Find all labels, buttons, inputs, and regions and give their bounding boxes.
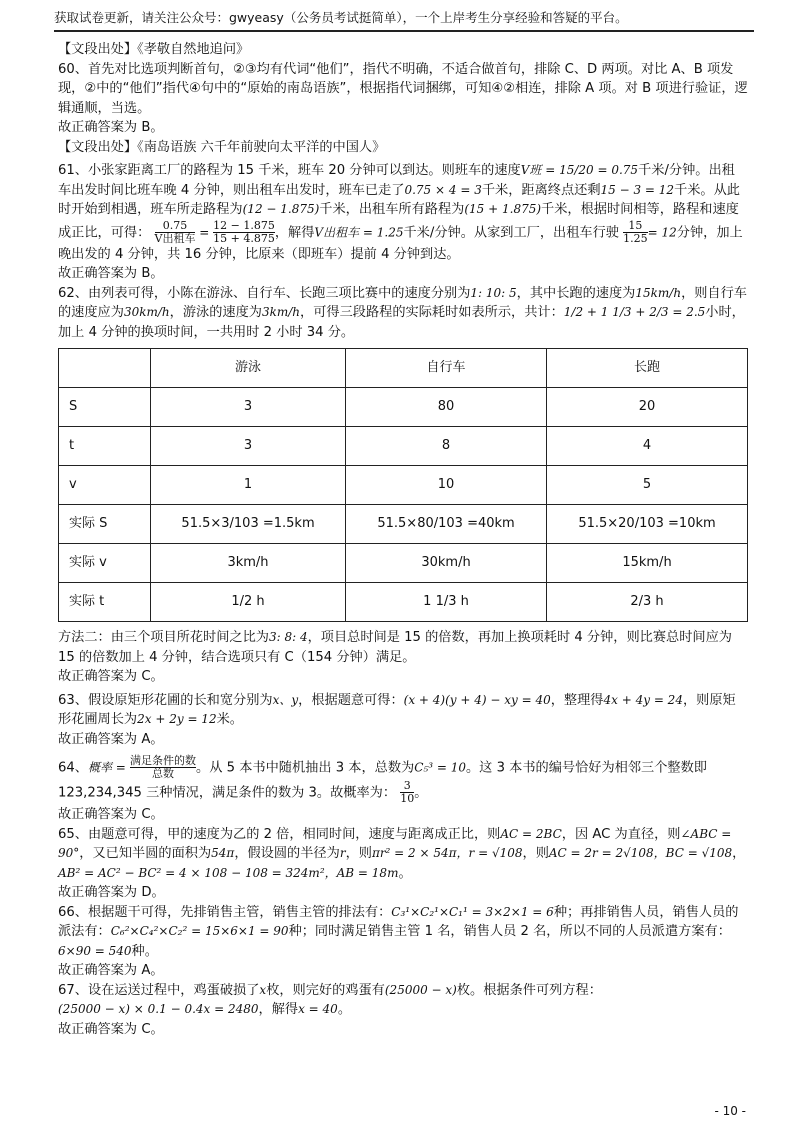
answer-62-explanation: 62、由列表可得，小陈在游泳、自行车、长跑三项比赛中的速度分别为1: 10: 5，其中长跑的速度为15km/h，则自行车的速度应为30km/h，游泳的速度为3km/h，可得三段路程的实际耗时如表所示，共计：1/2 + 1 1/3 + 2/3 = 2.5小时，加上 4 分钟的换项时间，一共用时 2 小时 34 分。 — [58, 285, 747, 340]
fraction: $\frac{15}{1.25}$ — [623, 218, 648, 245]
fraction: $\frac{12 - 1.875}{15 + 4.875}$ — [213, 218, 275, 245]
answer-64-explanation: 64、概率 = $\frac{\text{满足条件的数}}{\text{总数}}$ 。从 5 本书中随机抽出 3 本，总数为C₅³ = 10。这 3 本书的编号恰好为相邻三个整数即 123,234,345 三种情况，满足条件的数为 3。故概率为： $\frac{3}{10}$ 。 — [58, 754, 707, 805]
table-row: v 1 10 5 — [59, 466, 748, 505]
answer-61-explanation: 61、小张家距离工厂的路程为 15 千米，班车 20 分钟可以到达。则班车的速度V班 = 15/20 = 0.75千米/分钟。出租车出发时间比班车晚 4 分钟，则出租车出发时，班车已走了0.75 × 4 = 3千米，距离终点还剩15 − 3 = 12千米。从此时开始到相遇，班车所走路程为(12 − 1.875)千米，出租车所有路程为(15 + 1.875)千米，根据时间相等，路程和速度成正比，可得： $\frac{0.75}{\text{V出租车}}$ = $\frac{12 - 1.875}{15 + 4.875}$ ，解得V出租车 = 1.25千米/分钟。从家到工厂，出租车行驶 $\frac{15}{1.25}$ = 12分钟，加上晚出发的 4 分钟，共 16 分钟，比原来（即班车）提前 4 分钟到达。 — [58, 163, 743, 262]
answer-60-result: 故正确答案为 B。 — [58, 120, 164, 135]
answer-62-result: 故正确答案为 C。 — [58, 669, 164, 684]
table-header-cell: 自行车 — [346, 349, 547, 388]
answer-61-result: 故正确答案为 B。 — [58, 266, 164, 281]
document-body — [58, 40, 748, 1039]
page-header: 获取试卷更新，请关注公众号：gwyeasy（公务员考试挺简单），一个上岸考生分享经验和答疑的平台。 — [54, 10, 628, 25]
source-61: 【文段出处】《南岛语族 六千年前驶向太平洋的中国人》 — [58, 139, 386, 155]
answer-65-result: 故正确答案为 D。 — [58, 885, 165, 900]
fraction: $\frac{\text{满足条件的数}}{\text{总数}}$ — [130, 754, 197, 780]
header-rule — [54, 30, 754, 32]
table-row: t 3 8 4 — [59, 427, 748, 466]
speed-table — [58, 348, 748, 622]
table-row: S 3 80 20 — [59, 388, 748, 427]
answer-64-result: 故正确答案为 C。 — [58, 807, 164, 822]
fraction: $\frac{3}{10}$ — [400, 779, 415, 805]
answer-67-explanation: 67、设在运送过程中，鸡蛋破损了x枚，则完好的鸡蛋有(25000 − x)枚。根据条件可列方程： (25000 − x) × 0.1 − 0.4x = 2480，解得x = 40。 — [58, 982, 602, 1017]
page-number: - 10 - — [714, 1104, 746, 1118]
table-row: 实际 S 51.5×3/103 =1.5km 51.5×80/103 =40km 51.5×20/103 =10km — [59, 505, 748, 544]
table-header-cell: 长跑 — [547, 349, 748, 388]
answer-65-explanation: 65、由题意可得，甲的速度为乙的 2 倍，相同时间，速度与距离成正比，则AC = 2BC，因 AC 为直径，则∠ABC = 90°，又已知半圆的面积为54π，假设圆的半径为r，则πr² = 2 × 54π，r = √108，则AC = 2r = 2√108，BC = √108，AB² = AC² − BC² = 4 × 108 − 108 = 324m²，AB = 18m。 — [58, 826, 746, 881]
table-row: 实际 t 1/2 h 1 1/3 h 2/3 h — [59, 583, 748, 622]
table-header-cell: 游泳 — [151, 349, 346, 388]
table-header-row — [59, 349, 748, 388]
answer-67-result: 故正确答案为 C。 — [58, 1021, 164, 1037]
answer-63-result: 故正确答案为 A。 — [58, 731, 164, 747]
answer-62-method2: 方法二：由三个项目所花时间之比为3: 8: 4，项目总时间是 15 的倍数，再加上换项耗时 4 分钟，则比赛总时间应为 15 的倍数加上 4 分钟，结合选项只有 C（154 分钟）满足。 — [58, 630, 732, 665]
table-row: 实际 v 3km/h 30km/h 15km/h — [59, 544, 748, 583]
answer-63-explanation: 63、假设原矩形花圃的长和宽分别为x、y，根据题意可得：(x + 4)(y + 4) − xy = 40，整理得4x + 4y = 24，则原矩形花圃周长为2x + 2y = 12米。 — [58, 692, 736, 727]
answer-66-result: 故正确答案为 A。 — [58, 963, 164, 978]
fraction: $\frac{0.75}{\text{V出租车}}$ — [154, 218, 196, 245]
source-60: 【文段出处】《孝敬自然地追问》 — [58, 42, 250, 57]
answer-60-explanation: 60、首先对比选项判断首句，②③均有代词“他们”，指代不明确，不适合做首句，排除 C、D 两项。对比 A、B 项发现，②中的“他们”指代④句中的“原始的南岛语族”，根据指代词捆绑，可知④②相连，排除 A 项。对 B 项进行验证，逻辑通顺，当选。 — [58, 61, 748, 116]
answer-66-explanation: 66、根据题干可得，先排销售主管，销售主管的排法有：C₃¹×C₂¹×C₁¹ = 3×2×1 = 6种；再排销售人员，销售人员的派法有：C₆²×C₄²×C₂² = 15×6×1 = 90种；同时满足销售主管 1 名，销售人员 2 名，所以不同的人员派遣方案有：6×90 = 540种。 — [58, 904, 739, 959]
